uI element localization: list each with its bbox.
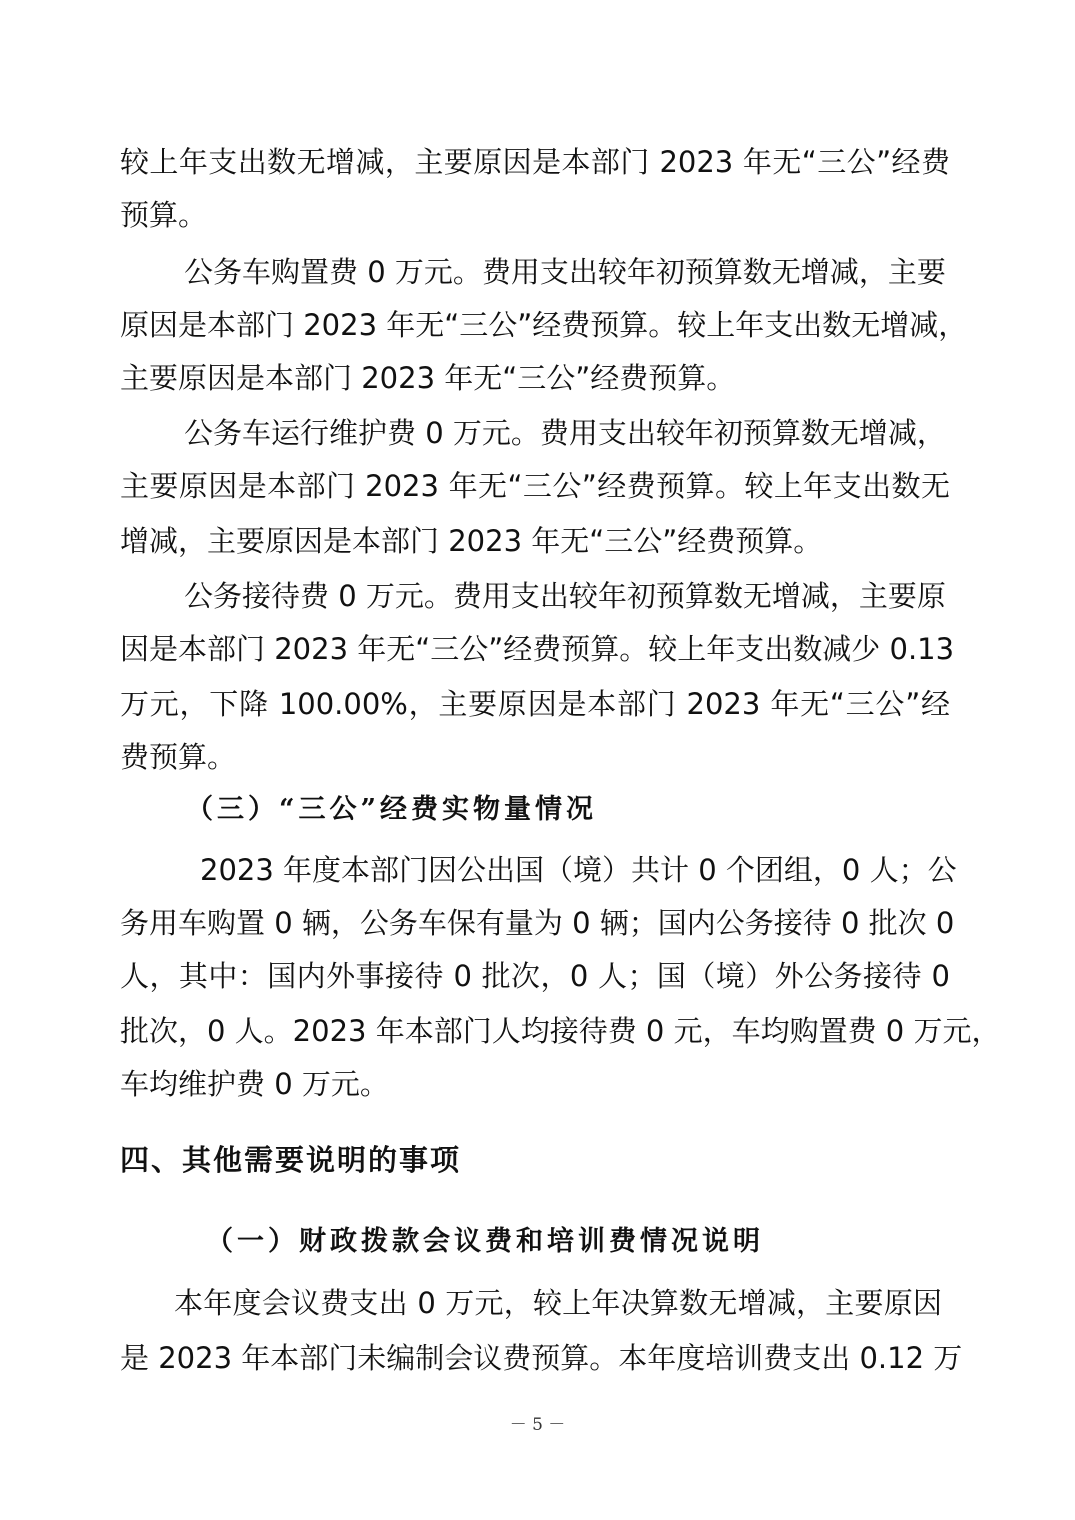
paragraph-line: 因是本部门 2023 年无“三公”经费预算。较上年支出数减少 0.13 xyxy=(120,632,955,666)
paragraph-line: 主要原因是本部门 2023 年无“三公”经费预算。较上年支出数无 xyxy=(120,469,950,503)
paragraph-line: 2023 年度本部门因公出国（境）共计 0 个团组，0 人；公 xyxy=(200,853,957,887)
paragraph-line: 公务车运行维护费 0 万元。费用支出较年初预算数无增减， xyxy=(184,416,946,450)
paragraph-line: 预算。 xyxy=(120,198,208,232)
paragraph-line: 公务接待费 0 万元。费用支出较年初预算数无增减，主要原 xyxy=(184,579,946,613)
paragraph-line: 务用车购置 0 辆，公务车保有量为 0 辆；国内公务接待 0 批次 0 xyxy=(120,906,955,940)
paragraph-line: 车均维护费 0 万元。 xyxy=(120,1067,389,1101)
paragraph-line: 公务车购置费 0 万元。费用支出较年初预算数无增减，主要 xyxy=(184,255,946,289)
paragraph-line: 增减，主要原因是本部门 2023 年无“三公”经费预算。 xyxy=(120,524,823,558)
paragraph-line: 人，其中：国内外事接待 0 批次，0 人；国（境）外公务接待 0 xyxy=(120,959,950,993)
page-number: － 5 － xyxy=(509,1415,566,1435)
section-heading-4: 四、其他需要说明的事项 xyxy=(120,1143,462,1177)
paragraph-line: 是 2023 年本部门未编制会议费预算。本年度培训费支出 0.12 万 xyxy=(120,1341,963,1375)
paragraph-line: 本年度会议费支出 0 万元，较上年决算数无增减，主要原因 xyxy=(174,1286,942,1320)
paragraph-line: 费预算。 xyxy=(120,740,237,774)
section-heading-3: （三）“三公”经费实物量情况 xyxy=(186,794,598,825)
subsection-heading-1: （一）财政拨款会议费和培训费情况说明 xyxy=(206,1226,764,1257)
paragraph-line: 原因是本部门 2023 年无“三公”经费预算。较上年支出数无增减， xyxy=(120,308,968,342)
paragraph-line: 较上年支出数无增减，主要原因是本部门 2023 年无“三公”经费 xyxy=(120,145,950,179)
paragraph-line: 万元，下降 100.00%，主要原因是本部门 2023 年无“三公”经 xyxy=(120,687,950,721)
paragraph-line: 批次，0 人。2023 年本部门人均接待费 0 元，车均购置费 0 万元， xyxy=(120,1014,1001,1048)
paragraph-line: 主要原因是本部门 2023 年无“三公”经费预算。 xyxy=(120,361,736,395)
